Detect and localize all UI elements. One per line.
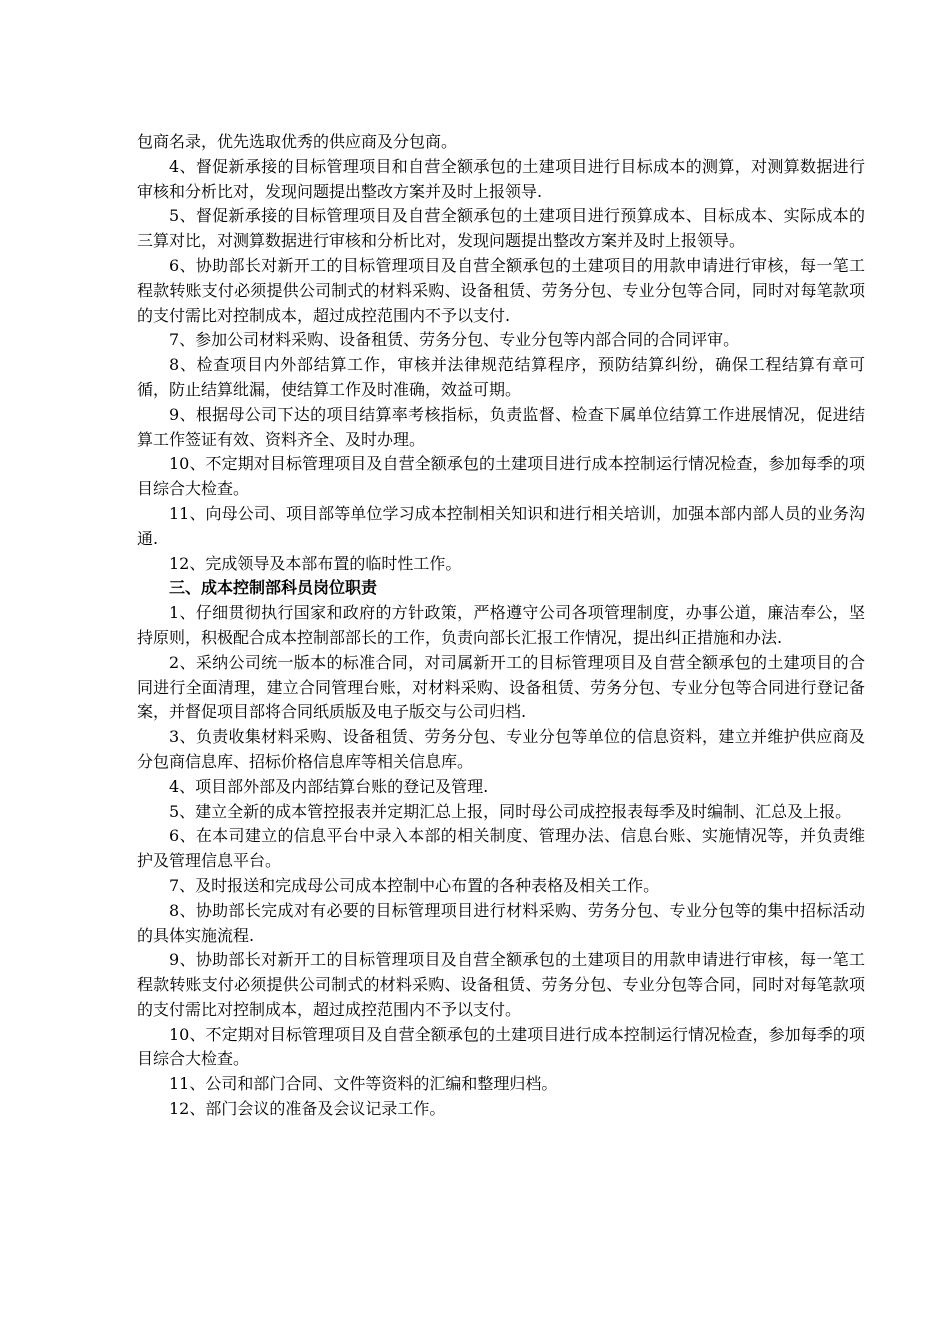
duty-item: 4、项目部外部及内部结算台账的登记及管理. <box>169 776 489 796</box>
duty-item: 12、部门会议的准备及会议记录工作。 <box>169 1099 446 1119</box>
duty-item: 12、完成领导及本部布置的临时性工作。 <box>169 553 462 573</box>
duty-item: 5、建立全新的成本管控报表并定期汇总上报，同时母公司成控报表每季及时编制、汇总及上报。 <box>169 801 852 821</box>
duty-item: 8、协助部长完成对有必要的目标管理项目进行材料采购、劳务分包、专业分包等的集中招标活动的具体实施流程. <box>137 900 865 945</box>
duty-item: 2、采纳公司统一版本的标准合同，对司属新开工的目标管理项目及自营全额承包的土建项目的合同进行全面清理，建立合同管理台账，对材料采购、设备租赁、劳务分包、专业分包等合同进行登记备案，并督促项目部将合同纸质版及电子版交与公司归档. <box>137 652 865 722</box>
duty-item: 11、向母公司、项目部等单位学习成本控制相关知识和进行相关培训，加强本部内部人员的业务沟通. <box>137 503 865 548</box>
duty-item: 5、督促新承接的目标管理项目及自营全额承包的土建项目进行预算成本、目标成本、实际成本的三算对比，对测算数据进行审核和分析比对，发现问题提出整改方案并及时上报领导。 <box>137 206 865 251</box>
duty-item: 3、负责收集材料采购、设备租赁、劳务分包、专业分包等单位的信息资料，建立并维护供应商及分包商信息库、招标价格信息库等相关信息库。 <box>137 727 865 771</box>
duty-item: 11、公司和部门合同、文件等资料的汇编和整理归档。 <box>169 1074 558 1094</box>
duty-item: 6、协助部长对新开工的目标管理项目及自营全额承包的土建项目的用款申请进行审核，每一笔工程款转账支付必须提供公司制式的材料采购、设备租赁、劳务分包、专业分包等合同，同时对每笔款项的支付需比对控制成本，超过成控范围内不予以支付. <box>137 255 865 325</box>
lead-paragraph: 包商名录，优先选取优秀的供应商及分包商。 <box>137 132 458 151</box>
duty-item: 1、仔细贯彻执行国家和政府的方针政策，严格遵守公司各项管理制度，办事公道，廉洁奉公，坚持原则，积极配合成本控制部部长的工作，负责向部长汇报工作情况，提出纠正措施和办法. <box>137 603 865 647</box>
section-heading: 三、成本控制部科员岗位职责 <box>169 578 378 598</box>
duty-item: 10、不定期对目标管理项目及自营全额承包的土建项目进行成本控制运行情况检查，参加每季的项目综合大检查。 <box>137 1024 865 1069</box>
duty-item: 8、检查项目内外部结算工作，审核并法律规范结算程序，预防结算纠纷，确保工程结算有章可循，防止结算纰漏，使结算工作及时准确，效益可期。 <box>137 355 865 399</box>
duty-item: 4、督促新承接的目标管理项目和自营全额承包的土建项目进行目标成本的测算，对测算数据进行审核和分析比对，发现问题提出整改方案并及时上报领导. <box>137 156 865 201</box>
document-page <box>137 130 865 1122</box>
duty-item: 9、协助部长对新开工的目标管理项目及自营全额承包的土建项目的用款申请进行审核，每一笔工程款转账支付必须提供公司制式的材料采购、设备租赁、劳务分包、专业分包等合同，同时对每笔款项的支付需比对控制成本，超过成控范围内不予以支付。 <box>137 950 865 1019</box>
duty-item: 10、不定期对目标管理项目及自营全额承包的土建项目进行成本控制运行情况检查，参加每季的项目综合大检查。 <box>137 454 865 499</box>
duty-item: 7、及时报送和完成母公司成本控制中心布置的各种表格及相关工作。 <box>169 875 660 895</box>
duty-item: 9、根据母公司下达的项目结算率考核指标，负责监督、检查下属单位结算工作进展情况，促进结算工作签证有效、资料齐全、及时办理。 <box>137 404 865 449</box>
duty-item: 6、在本司建立的信息平台中录入本部的相关制度、管理办法、信息台账、实施情况等，并负责维护及管理信息平台。 <box>137 826 865 871</box>
duty-item: 7、参加公司材料采购、设备租赁、劳务分包、专业分包等内部合同的合同评审。 <box>169 330 740 350</box>
